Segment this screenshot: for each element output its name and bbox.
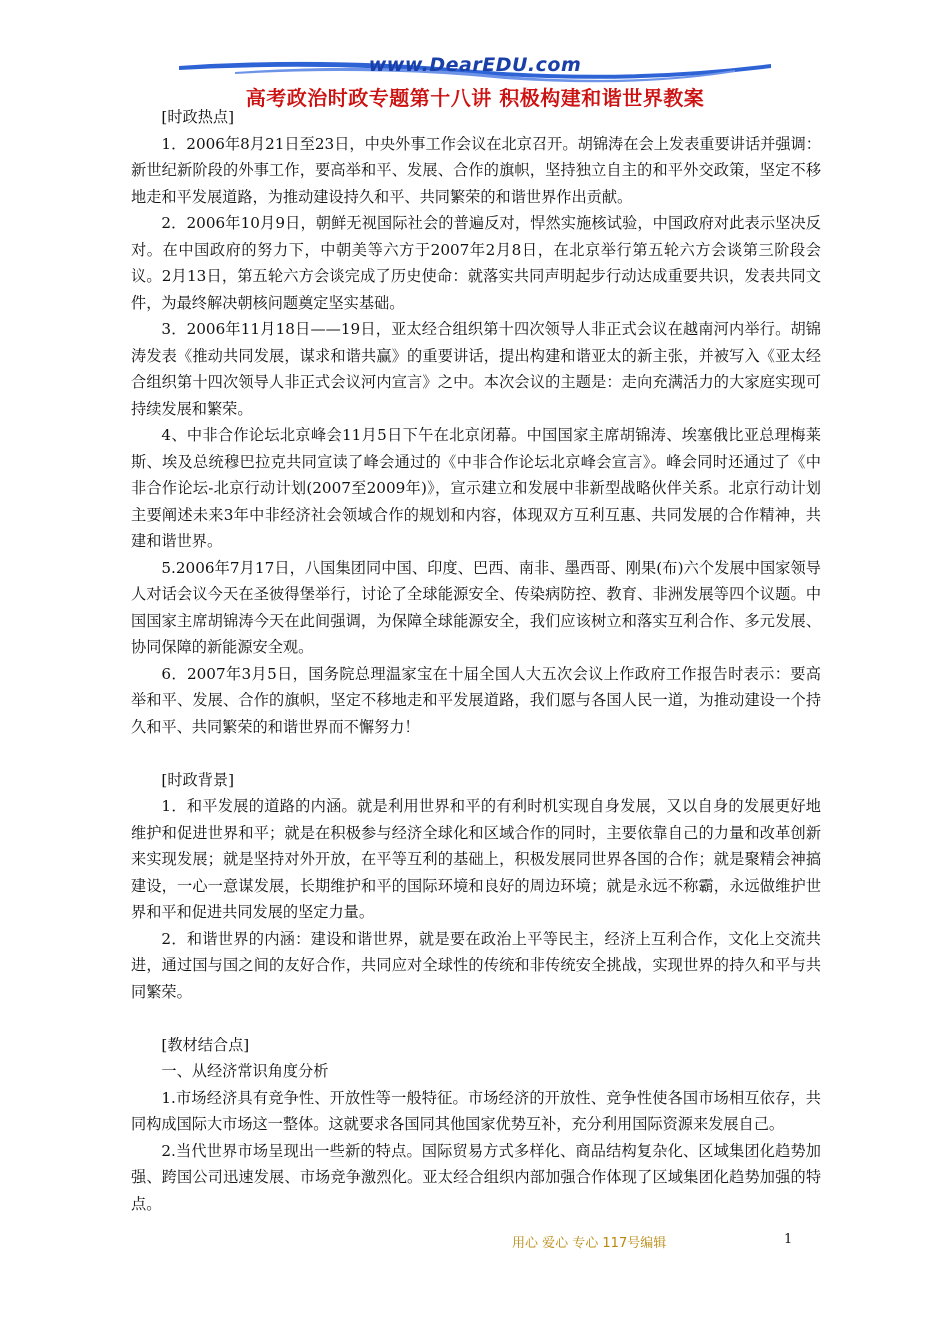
paragraph: 2.当代世界市场呈现出一些新的特点。国际贸易方式多样化、商品结构复杂化、区域集团化趋势加强、跨国公司迅速发展、市场竞争激烈化。亚太经合组织内部加强合作体现了区域集团化趋势加强的特点。	[131, 1141, 821, 1213]
paragraph: 2．2006年10月9日，朝鲜无视国际社会的普遍反对，悍然实施核试验，中国政府对此表示坚决反对。在中国政府的努力下，中朝美等六方于2007年2月8日，在北京举行第五轮六方会谈第三阶段会议。2月13日，第五轮六方会谈完成了历史使命：就落实共同声明起步行动达成重要共识，发表共同文件，为最终解决朝核问题奠定坚实基础。	[131, 214, 821, 312]
section-hot-topics	[131, 104, 821, 740]
paragraph: 2．和谐世界的内涵：建设和谐世界，就是要在政治上平等民主，经济上互利合作，文化上交流共进，通过国与国之间的友好合作，共同应对全球性的传统和非传统安全挑战，实现世界的持久和平与共同繁荣。	[131, 929, 821, 1001]
paragraph: 6．2007年3月5日，国务院总理温家宝在十届全国人大五次会议上作政府工作报告时表示：要高举和平、发展、合作的旗帜，坚定不移地走和平发展道路，我们愿与各国人民一道，为推动建设一个持久和平、共同繁荣的和谐世界而不懈努力！	[131, 664, 821, 736]
paragraph: 3．2006年11月18日——19日，亚太经合组织第十四次领导人非正式会议在越南河内举行。胡锦涛发表《推动共同发展，谋求和谐共赢》的重要讲话，提出构建和谐亚太的新主张，并被写入《亚太经合组织第十四次领导人非正式会议河内宣言》之中。本次会议的主题是：走向充满活力的大家庭实现可持续发展和繁荣。	[131, 320, 821, 418]
document-body	[131, 104, 821, 1217]
site-logo	[175, 52, 775, 86]
page-number: 1	[784, 1232, 793, 1247]
section-heading: [教材结合点]	[161, 1035, 250, 1054]
paragraph: 1.市场经济具有竞争性、开放性等一般特征。市场经济的开放性、竞争性使各国市场相互依存，共同构成国际大市场这一整体。这就要求各国同其他国家优势互补，充分利用国际资源来发展自己。	[131, 1088, 821, 1133]
section-heading: [时政热点]	[161, 108, 234, 126]
section-heading: [时政背景]	[161, 770, 234, 789]
document-title: 高考政治时政专题第十八讲 积极构建和谐世界教案	[245, 86, 705, 110]
footer-credit: 用心 爱心 专心 117号编辑	[512, 1236, 667, 1251]
section-background	[131, 767, 821, 1006]
paragraph: 1．2006年8月21日至23日，中央外事工作会议在北京召开。胡锦涛在会上发表重要讲话并强调：新世纪新阶段的外事工作，要高举和平、发展、合作的旗帜，坚持独立自主的和平外交政策，坚定不移地走和平发展道路，为推动建设持久和平、共同繁荣的和谐世界作出贡献。	[131, 134, 821, 206]
paragraph: 5.2006年7月17日，八国集团同中国、印度、巴西、南非、墨西哥、刚果(布)六个发展中国家领导人对话会议今天在圣彼得堡举行，讨论了全球能源安全、传染病防控、教育、非洲发展等四个议题。中国国家主席胡锦涛今天在此间强调，为保障全球能源安全，我们应该树立和落实互利合作、多元发展、协同保障的新能源安全观。	[131, 558, 821, 656]
section-textbook-points	[131, 1032, 821, 1218]
paragraph: 一、从经济常识角度分析	[161, 1062, 329, 1080]
paragraph: 4、中非合作论坛北京峰会11月5日下午在北京闭幕。中国国家主席胡锦涛、埃塞俄比亚总理梅莱斯、埃及总统穆巴拉克共同宣读了峰会通过的《中非合作论坛北京峰会宣言》。峰会同时还通过了《中非合作论坛-北京行动计划(2007至2009年)》，宣示建立和发展中非新型战略伙伴关系。北京行动计划主要阐述未来3年中非经济社会领域合作的规划和内容，体现双方互利互惠、共同发展的合作精神，共建和谐世界。	[131, 426, 821, 550]
logo-text: www.DearEDU.com	[368, 54, 582, 76]
paragraph: 1．和平发展的道路的内涵。就是利用世界和平的有利时机实现自身发展，又以自身的发展更好地维护和促进世界和平；就是在积极参与经济全球化和区域合作的同时，主要依靠自己的力量和改革创新来实现发展；就是坚持对外开放，在平等互利的基础上，积极发展同世界各国的合作；就是聚精会神搞建设，一心一意谋发展，长期维护和平的国际环境和良好的周边环境；就是永远不称霸，永远做维护世界和平和促进共同发展的坚定力量。	[131, 797, 821, 921]
